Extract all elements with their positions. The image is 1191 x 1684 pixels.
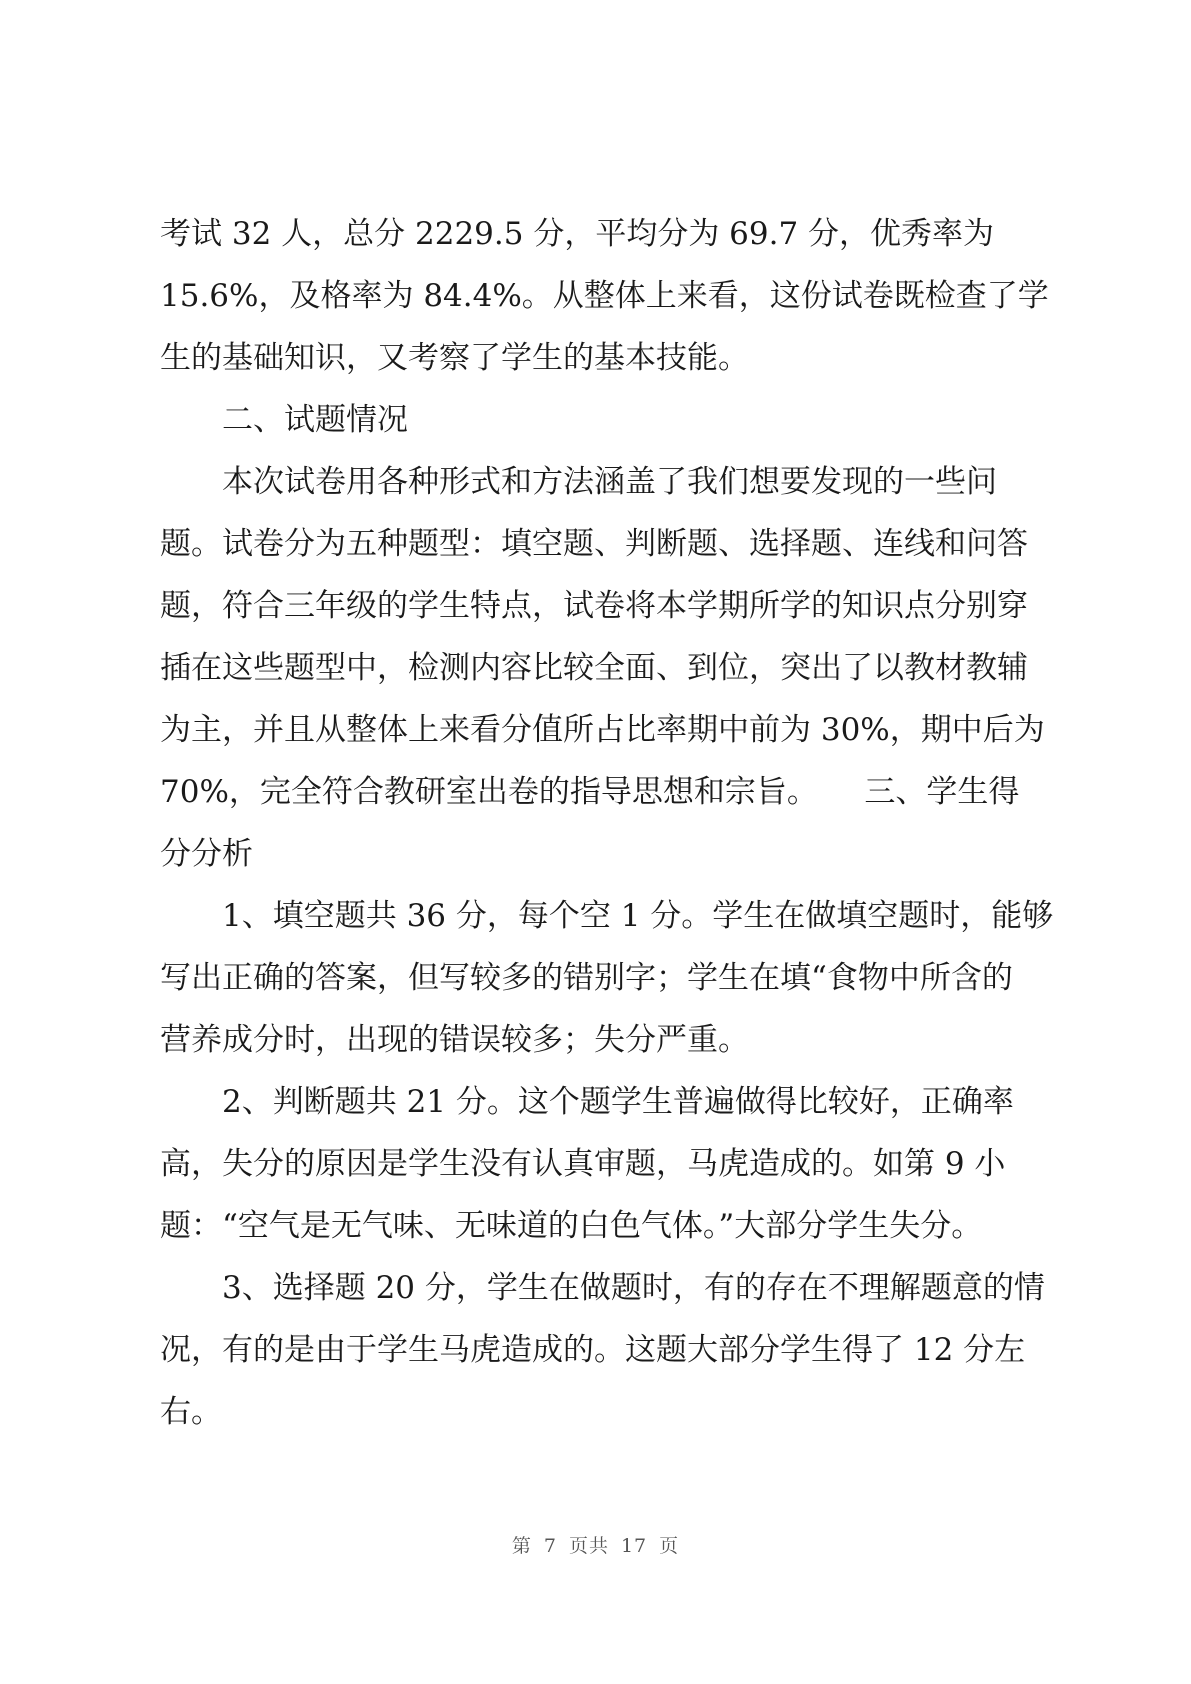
text-line: 插在这些题型中，检测内容比较全面、到位，突出了以教材教辅 xyxy=(160,650,1028,686)
text-line: 70%，完全符合教研室出卷的指导思想和宗旨。 三、学生得 xyxy=(160,774,1020,810)
text-line: 题，符合三年级的学生特点，试卷将本学期所学的知识点分别穿 xyxy=(160,588,1028,624)
text-line: 生的基础知识，又考察了学生的基本技能。 xyxy=(160,340,749,376)
text-line: 况，有的是由于学生马虎造成的。这题大部分学生得了 12 分左 xyxy=(160,1332,1026,1368)
text-line: 2、判断题共 21 分。这个题学生普遍做得比较好，正确率 xyxy=(222,1084,1014,1120)
page-suffix: 页 xyxy=(659,1535,680,1557)
section-heading: 二、试题情况 xyxy=(222,402,408,438)
text-line: 1、填空题共 36 分，每个空 1 分。学生在做填空题时，能够 xyxy=(222,898,1054,934)
text-line: 右。 xyxy=(160,1394,222,1430)
page-mid: 页共 xyxy=(568,1535,609,1557)
text-line: 写出正确的答案，但写较多的错别字；学生在填“食物中所含的 xyxy=(160,960,1013,996)
page-footer xyxy=(0,1531,1191,1558)
text-line: 考试 32 人，总分 2229.5 分，平均分为 69.7 分，优秀率为 xyxy=(160,216,995,252)
text-line: 高，失分的原因是学生没有认真审题，马虎造成的。如第 9 小 xyxy=(160,1146,1006,1182)
current-page-number: 7 xyxy=(543,1535,557,1557)
text-line: 3、选择题 20 分，学生在做题时，有的存在不理解题意的情 xyxy=(222,1270,1045,1306)
page-prefix: 第 xyxy=(511,1535,532,1557)
text-line: 题：“空气是无气味、无味道的白色气体。”大部分学生失分。 xyxy=(160,1208,983,1244)
text-line: 本次试卷用各种形式和方法涵盖了我们想要发现的一些问 xyxy=(222,464,997,500)
document-body xyxy=(160,203,1054,1443)
text-line: 15.6%，及格率为 84.4%。从整体上来看，这份试卷既检查了学 xyxy=(160,278,1049,314)
text-line: 题。试卷分为五种题型：填空题、判断题、选择题、连线和问答 xyxy=(160,526,1028,562)
total-pages-number: 17 xyxy=(620,1535,648,1557)
text-line: 分分析 xyxy=(160,836,253,872)
text-line: 为主，并且从整体上来看分值所占比率期中前为 30%，期中后为 xyxy=(160,712,1045,748)
text-line: 营养成分时，出现的错误较多；失分严重。 xyxy=(160,1022,749,1058)
